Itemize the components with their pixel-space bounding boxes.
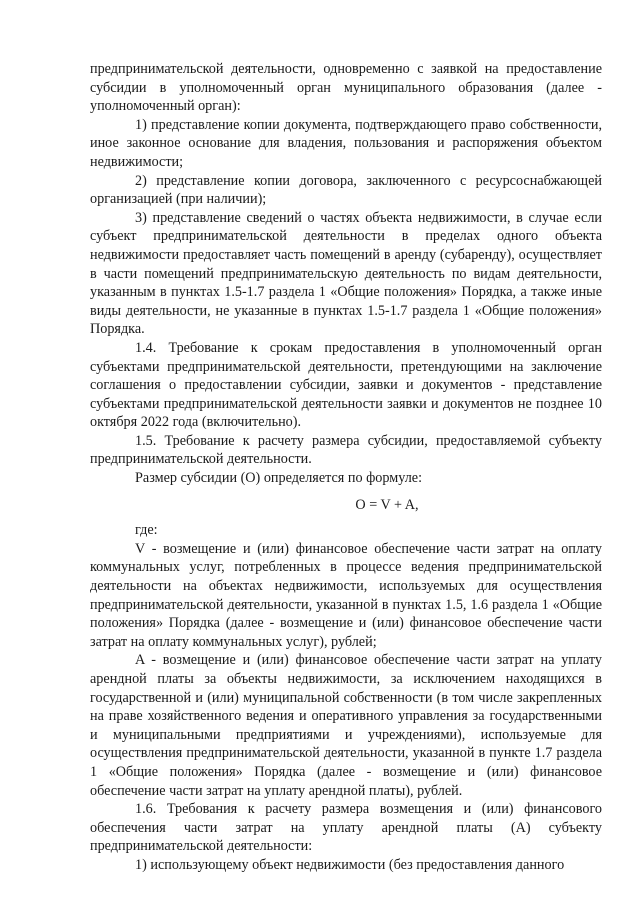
paragraph-section-1-5: 1.5. Требование к расчету размера субсидии, предоставляемой субъекту предпринимательской деятельности. <box>90 432 602 468</box>
paragraph-formula-intro: Размер субсидии (О) определяется по формуле: <box>135 470 423 487</box>
formula-where-label: где: <box>135 522 158 539</box>
paragraph-definition-a: A - возмещение и (или) финансовое обеспечение части затрат на уплату арендной платы за объекты недвижимости, за исключением находящихся в государственной и (или) муниципальной собственности (в том числе закрепленных на праве хозяйственного ведения и оперативного управления за государственными и муниципальными предприятиями и учреждениями), используемые для осуществления предпринимательской деятельности, указанной в пункте 1.7 раздела 1 «Общие положения» Порядка (далее - возмещение и (или) финансовое обеспечение части затрат на уплату арендной платы), рублей. <box>90 652 602 799</box>
paragraph-item-1: 1) представление копии документа, подтверждающего право собственности, иное законное основание для владения, пользования и распоряжения объектом недвижимости; <box>90 116 602 170</box>
formula: O = V + A, <box>355 496 419 513</box>
paragraph-intro-continuation: предпринимательской деятельности, одновременно с заявкой на предоставление субсидии в уполномоченный орган муниципального образования (далее - уполномоченный орган): <box>90 61 602 115</box>
paragraph-section-1-6-item-1: 1) использующему объект недвижимости (без предоставления данного <box>135 856 565 873</box>
paragraph-item-3: 3) представление сведений о частях объекта недвижимости, в случае если субъект предпринимательской деятельности в пределах одного объекта недвижимости предоставляет часть помещений в аренду (субаренду), осуществляет в части помещений предпринимательскую деятельность по видам деятельности, указанным в пунктах 1.5-1.7 раздела 1 «Общие положения» Порядка, а также иные виды деятельности, не указанные в пунктах 1.5-1.7 раздела 1 «Общие положения» Порядка. <box>90 209 602 338</box>
paragraph-section-1-4: 1.4. Требование к срокам предоставления в уполномоченный орган субъектами предпринимательской деятельности, претендующими на заключение соглашения о предоставлении субсидии, заявки и документов - представление субъектами предпринимательской деятельности заявки и документов не позднее 10 октября 2022 года (включительно). <box>90 339 602 431</box>
paragraph-definition-v: V - возмещение и (или) финансовое обеспечение части затрат на оплату коммунальных услуг, потребленных в процессе ведения предпринимательской деятельности на объектах недвижимости, используемых для осуществления предпринимательской деятельности, указанной в пунктах 1.5, 1.6 раздела 1 «Общие положения» Порядка (далее - возмещение и (или) финансовое обеспечение части затрат на оплату коммунальных услуг), рублей; <box>90 540 602 650</box>
paragraph-item-2: 2) представление копии договора, заключенного с ресурсоснабжающей организацией (при наличии); <box>90 172 602 208</box>
paragraph-section-1-6: 1.6. Требования к расчету размера возмещения и (или) финансового обеспечения части затрат на уплату арендной платы (A) субъекту предпринимательской деятельности: <box>90 801 602 855</box>
document-page <box>90 60 602 875</box>
